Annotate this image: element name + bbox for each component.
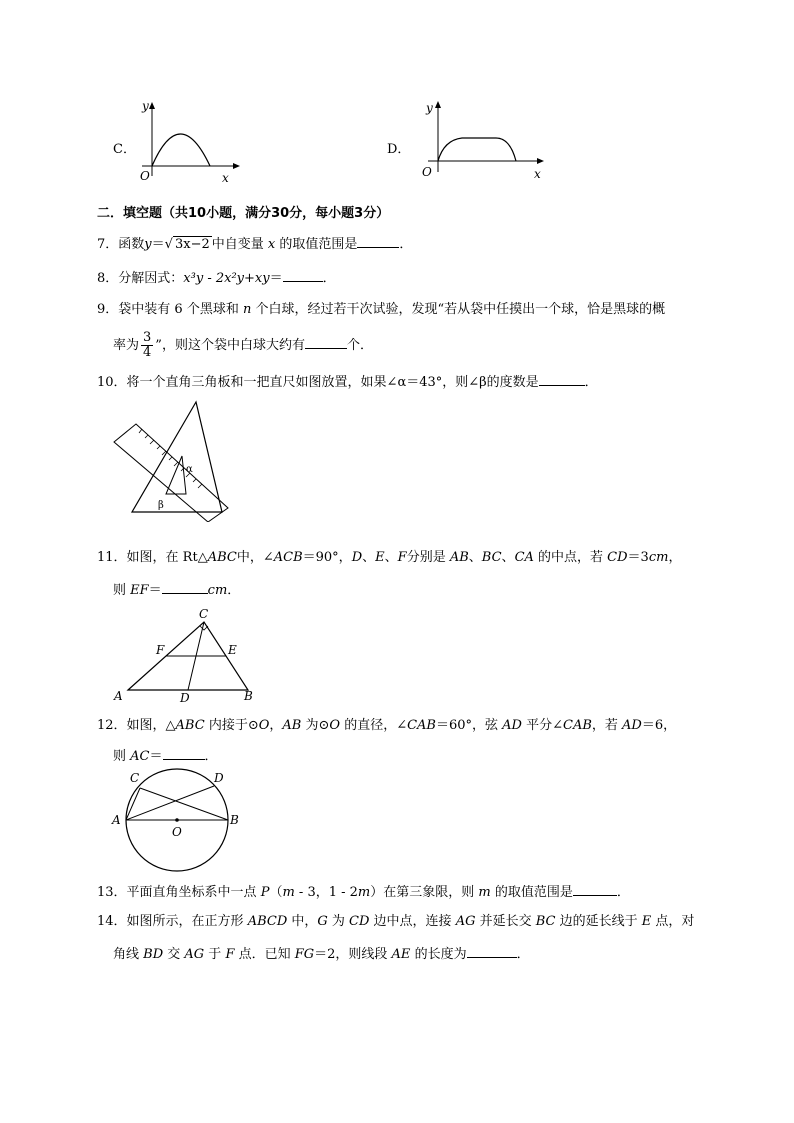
q11-text: 如图，在 Rt△ bbox=[126, 550, 208, 565]
q12-text: ＝60°，弦 bbox=[435, 718, 503, 733]
q11-text: ， bbox=[668, 550, 682, 565]
q11-text: 分别是 bbox=[406, 550, 450, 565]
q10-number: 10． bbox=[97, 375, 127, 390]
q12-text: 内接于⊙ bbox=[204, 718, 259, 733]
q12-label-o: O bbox=[172, 825, 182, 839]
q14-text: 点．已知 bbox=[234, 947, 295, 962]
q14-ag: AG bbox=[455, 914, 476, 929]
q12-abc: ABC bbox=[175, 718, 205, 733]
q14-ag: AG bbox=[184, 947, 205, 962]
question-11-line-2 bbox=[113, 580, 240, 601]
q9-frac-den: 4 bbox=[143, 345, 152, 360]
q8-end: ． bbox=[322, 271, 336, 286]
q8-text: 分解因式： bbox=[118, 271, 184, 286]
q11-text: ＝90°， bbox=[302, 550, 352, 565]
q10-beta-label: β bbox=[158, 500, 164, 511]
q11-e: E bbox=[375, 550, 385, 565]
q9-text: 率为 bbox=[113, 338, 140, 353]
q12-cab: CAB bbox=[407, 718, 436, 733]
q11-label-e: E bbox=[228, 643, 237, 657]
q11-text: 、 bbox=[468, 550, 482, 565]
q11-label-b: B bbox=[244, 689, 253, 702]
q9-number: 9． bbox=[97, 302, 119, 317]
q9-text: ”，则这个袋中白球大约有 bbox=[155, 338, 305, 353]
q14-text: 点，对 bbox=[651, 914, 695, 929]
q14-text: 并延长交 bbox=[475, 914, 536, 929]
question-14-line-1 bbox=[97, 912, 694, 932]
q12-text: ＝6， bbox=[641, 718, 677, 733]
q10-answer-blank[interactable] bbox=[539, 372, 585, 386]
q14-text: 于 bbox=[204, 947, 226, 962]
q13-text: 平面直角坐标系中一点 bbox=[126, 885, 261, 900]
q14-text: ＝2，则线段 bbox=[314, 947, 392, 962]
q14-text: 边中点，连接 bbox=[369, 914, 456, 929]
q14-cd: CD bbox=[349, 914, 370, 929]
q14-answer-blank[interactable] bbox=[467, 944, 517, 958]
q12-text: 则 bbox=[113, 749, 131, 764]
q12-ab: AB bbox=[282, 718, 302, 733]
q11-text: ＝ bbox=[148, 583, 162, 598]
q13-text: - 3，1 - 2 bbox=[294, 885, 358, 900]
q12-o: O bbox=[258, 718, 270, 733]
q7-eq: ＝ bbox=[151, 237, 165, 252]
graph-d-y-label: y bbox=[426, 101, 433, 115]
q12-answer-blank[interactable] bbox=[163, 746, 205, 760]
q11-number: 11． bbox=[97, 550, 127, 565]
q11-text: 则 bbox=[113, 583, 131, 598]
q11-text: 中，∠ bbox=[236, 550, 274, 565]
q13-number: 13． bbox=[97, 885, 127, 900]
q14-text: ． bbox=[516, 947, 530, 962]
q14-text: 角线 bbox=[113, 947, 144, 962]
question-12-line-1 bbox=[97, 716, 676, 736]
q12-text: ＝ bbox=[149, 749, 163, 764]
q9-fraction bbox=[141, 331, 153, 360]
q12-ac: AC bbox=[130, 749, 150, 764]
q13-m: m bbox=[478, 885, 491, 900]
q11-ca: CA bbox=[514, 550, 534, 565]
q9-n: n bbox=[242, 302, 252, 317]
q11-label-d: D bbox=[180, 691, 190, 702]
q7-end: ． bbox=[399, 237, 413, 252]
question-11-line-1 bbox=[97, 548, 681, 568]
q14-g: G bbox=[317, 914, 328, 929]
question-8 bbox=[97, 268, 336, 289]
q14-e: E bbox=[641, 914, 652, 929]
q13-m: m bbox=[282, 885, 295, 900]
q12-number: 12． bbox=[97, 718, 127, 733]
graph-c-x-label: x bbox=[222, 171, 229, 185]
q13-answer-blank[interactable] bbox=[573, 882, 617, 896]
question-9-line-2 bbox=[113, 328, 373, 364]
q12-label-b: B bbox=[230, 813, 239, 827]
q11-f: F bbox=[397, 550, 407, 565]
q7-text: 的取值范围是 bbox=[279, 237, 358, 252]
q11-text: ． bbox=[227, 583, 241, 598]
q14-text: 边的延长线于 bbox=[555, 914, 642, 929]
graph-c bbox=[130, 98, 240, 186]
question-7 bbox=[97, 234, 412, 255]
q11-acb: ACB bbox=[273, 550, 303, 565]
q14-bc: BC bbox=[535, 914, 556, 929]
q14-text: 中， bbox=[287, 914, 318, 929]
graph-c-y-label: y bbox=[142, 99, 149, 113]
q9-text: 个白球，经过若干次试验，发现“若从袋中任摸出一个球，恰是黑球的概 bbox=[255, 302, 666, 317]
q14-text: 为 bbox=[327, 914, 350, 929]
q10-end: ． bbox=[584, 375, 598, 390]
q9-answer-blank[interactable] bbox=[305, 335, 347, 349]
q11-text: ＝3 bbox=[627, 550, 649, 565]
q7-text: 中自变量 bbox=[211, 237, 264, 252]
q14-text: 的长度为 bbox=[410, 947, 467, 962]
q14-ae: AE bbox=[391, 947, 411, 962]
q10-text: 将一个直角三角板和一把直尺如图放置，如果∠α＝43°，则∠β的度数是 bbox=[126, 375, 539, 390]
q7-number: 7． bbox=[97, 237, 119, 252]
q12-cab: CAB bbox=[563, 718, 592, 733]
q9-frac-num: 3 bbox=[143, 330, 152, 345]
section-heading: 二．填空题（共10小题，满分30分，每小题3分） bbox=[97, 206, 390, 221]
q11-text: 、 bbox=[362, 550, 376, 565]
q12-text: ， bbox=[269, 718, 283, 733]
graph-d-x-label: x bbox=[534, 167, 541, 181]
q14-text: 如图所示，在正方形 bbox=[126, 914, 248, 929]
graph-d bbox=[420, 98, 546, 182]
q14-bd: BD bbox=[143, 947, 164, 962]
q11-answer-blank[interactable] bbox=[162, 580, 208, 594]
q12-text: ． bbox=[204, 749, 218, 764]
q12-text: 为⊙ bbox=[301, 718, 330, 733]
q13-m: m bbox=[357, 885, 371, 900]
q8-answer-blank[interactable] bbox=[283, 268, 323, 282]
q11-cd: CD bbox=[607, 550, 628, 565]
option-d-label: D． bbox=[387, 142, 411, 157]
q13-text: 的取值范围是 bbox=[490, 885, 573, 900]
q12-figure bbox=[110, 766, 242, 874]
q9-text: 个． bbox=[346, 338, 373, 353]
q7-sqrt: √ 3x−2 bbox=[164, 237, 210, 252]
q14-fg: FG bbox=[294, 947, 315, 962]
q14-number: 14． bbox=[97, 914, 127, 929]
q12-text: 如图，△ bbox=[126, 718, 176, 733]
q11-d: D bbox=[351, 550, 363, 565]
q12-label-c: C bbox=[130, 771, 140, 785]
q11-abc: ABC bbox=[207, 550, 237, 565]
q11-ef: EF bbox=[130, 583, 149, 598]
q12-text: 的直径，∠ bbox=[340, 718, 408, 733]
q11-text: 、 bbox=[501, 550, 515, 565]
q14-f: F bbox=[225, 947, 235, 962]
q11-label-f: F bbox=[156, 643, 165, 657]
q13-text: ． bbox=[616, 885, 630, 900]
q13-text: ）在第三象限，则 bbox=[370, 885, 479, 900]
q12-ad: AD bbox=[502, 718, 522, 733]
q9-text: 袋中装有 6 个黑球和 bbox=[118, 302, 239, 317]
q11-cm: cm bbox=[207, 583, 228, 598]
q12-ad: AD bbox=[622, 718, 642, 733]
q7-x: x bbox=[267, 237, 276, 252]
q11-label-a: A bbox=[114, 689, 123, 702]
q12-label-a: A bbox=[112, 813, 121, 827]
q12-text: ，若 bbox=[591, 718, 623, 733]
q8-expression: x³y - 2x²y+xy bbox=[183, 271, 270, 286]
graph-d-origin-label: O bbox=[422, 165, 432, 179]
q7-radicand: 3x−2 bbox=[174, 237, 210, 252]
question-9-line-1 bbox=[97, 300, 665, 320]
q8-number: 8． bbox=[97, 271, 119, 286]
question-10 bbox=[97, 372, 598, 393]
q11-text: 的中点，若 bbox=[533, 550, 608, 565]
q10-alpha-label: α bbox=[186, 464, 193, 475]
q13-text: （ bbox=[269, 885, 283, 900]
q8-eq: ＝ bbox=[269, 271, 283, 286]
q10-figure bbox=[112, 398, 232, 522]
q14-abcd: ABCD bbox=[247, 914, 288, 929]
option-c-label: C． bbox=[113, 142, 136, 157]
q12-o: O bbox=[329, 718, 341, 733]
q11-ab: AB bbox=[449, 550, 469, 565]
q11-text: 、 bbox=[384, 550, 398, 565]
q12-label-d: D bbox=[214, 771, 224, 785]
question-12-line-2 bbox=[113, 746, 218, 767]
q11-figure bbox=[110, 606, 260, 702]
q13-p: P bbox=[260, 885, 270, 900]
q11-bc: BC bbox=[481, 550, 502, 565]
q7-y: y bbox=[144, 237, 152, 252]
q7-answer-blank[interactable] bbox=[357, 234, 399, 248]
q12-text: 平分∠ bbox=[521, 718, 564, 733]
question-14-line-2 bbox=[113, 944, 530, 965]
q11-label-c: C bbox=[199, 607, 209, 621]
q11-cm: cm bbox=[648, 550, 669, 565]
graph-c-origin-label: O bbox=[140, 169, 150, 183]
question-13 bbox=[97, 882, 630, 903]
q14-text: 交 bbox=[163, 947, 185, 962]
q7-text: 函数 bbox=[118, 237, 145, 252]
